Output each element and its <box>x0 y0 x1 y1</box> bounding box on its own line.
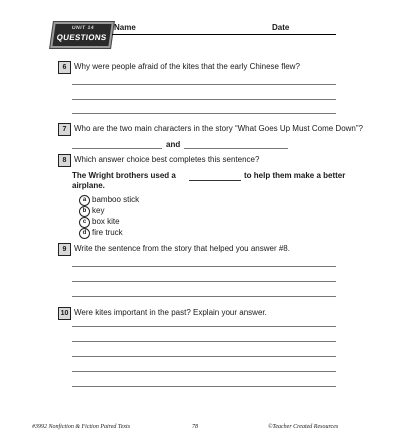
unit-questions-badge <box>50 22 114 48</box>
question-10-answer-line-4[interactable] <box>72 371 336 372</box>
option-d-text: fire truck <box>92 228 123 237</box>
option-b-text: key <box>92 206 105 215</box>
option-b-bubble[interactable]: b <box>79 206 90 217</box>
question-6-answer-line-2[interactable] <box>72 99 336 100</box>
footer-copyright: ©Teacher Created Resources <box>268 424 339 430</box>
date-label: Date <box>272 23 290 32</box>
question-8-sentence-end: to help them make a better <box>244 171 346 180</box>
question-9-answer-line-1[interactable] <box>72 266 336 267</box>
question-8-sentence-start: The Wright brothers used a <box>72 171 176 180</box>
question-6-answer-line-3[interactable] <box>72 113 336 114</box>
question-6-number: 6 <box>58 61 71 74</box>
question-7-text: Who are the two main characters in the story “What Goes Up Must Come Down”? <box>74 124 363 133</box>
badge-unit: UNIT 14 <box>71 25 95 31</box>
question-7-answer-line-2[interactable] <box>184 148 288 149</box>
badge-label: QUESTIONS <box>56 33 108 42</box>
question-8-blank[interactable] <box>189 180 241 181</box>
question-9-text: Write the sentence from the story that helped you answer #8. <box>74 244 290 253</box>
question-8-number: 8 <box>58 154 71 167</box>
question-10-answer-line-3[interactable] <box>72 356 336 357</box>
question-8-text: Which answer choice best completes this sentence? <box>74 155 260 164</box>
option-d-bubble[interactable]: d <box>79 228 90 239</box>
footer-page-number: 78 <box>192 424 198 430</box>
question-9-number: 9 <box>58 243 71 256</box>
question-7-answer-line-1[interactable] <box>72 148 162 149</box>
footer-source: #3992 Nonfiction & Fiction Paired Texts <box>32 424 131 430</box>
option-c-bubble[interactable]: c <box>79 217 90 228</box>
question-9-answer-line-2[interactable] <box>72 281 336 282</box>
header-rule <box>112 34 336 35</box>
question-10-answer-line-2[interactable] <box>72 341 336 342</box>
question-10-text: Were kites important in the past? Explain your answer. <box>74 308 267 317</box>
question-10-answer-line-1[interactable] <box>72 326 336 327</box>
question-6-answer-line-1[interactable] <box>72 84 336 85</box>
option-c-text: box kite <box>92 217 120 226</box>
question-6-text: Why were people afraid of the kites that the early Chinese flew? <box>74 62 300 71</box>
question-7-number: 7 <box>58 123 71 136</box>
question-9-answer-line-3[interactable] <box>72 296 336 297</box>
question-10-number: 10 <box>58 307 71 320</box>
question-7-connector: and <box>166 140 181 149</box>
name-label: Name <box>114 23 136 32</box>
question-10-answer-line-5[interactable] <box>72 386 336 387</box>
option-a-bubble[interactable]: a <box>79 195 90 206</box>
option-a-text: bamboo stick <box>92 195 140 204</box>
question-8-sentence-line2: airplane. <box>72 181 105 190</box>
